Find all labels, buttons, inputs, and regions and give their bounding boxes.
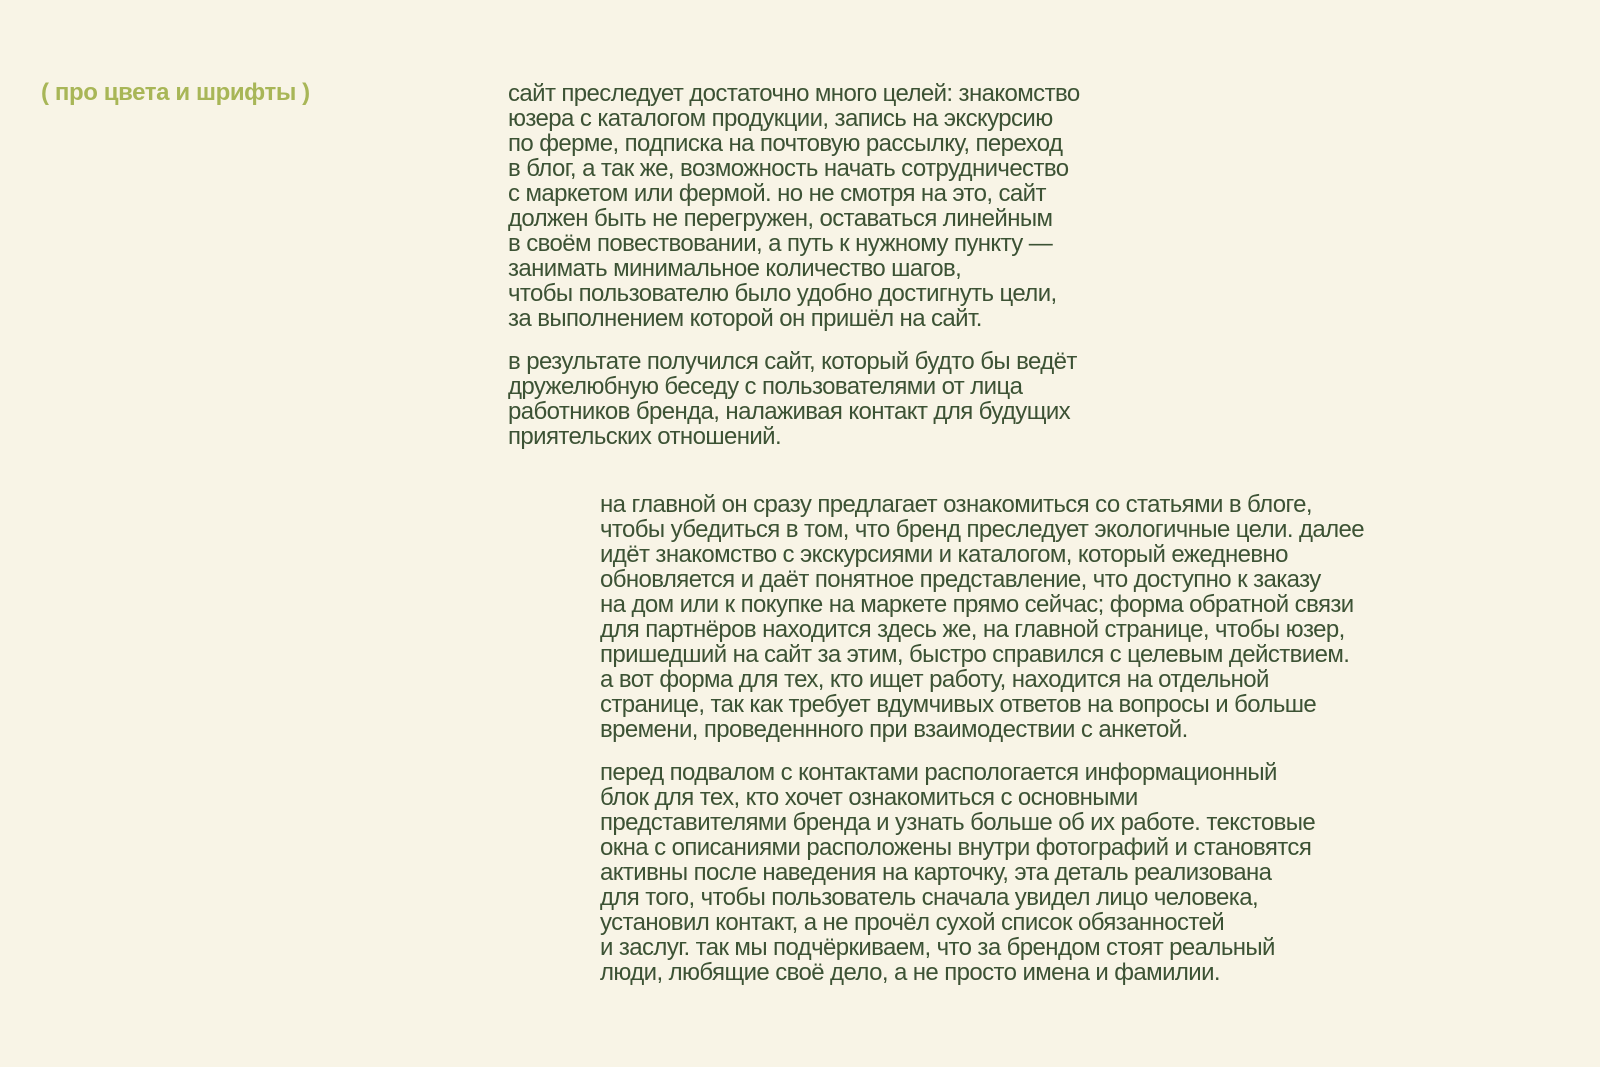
- text-line: в своём повествовании, а путь к нужному пункту —: [508, 230, 1053, 257]
- text-line: и заслуг. так мы подчёркиваем, что за брендом стоят реальный: [600, 934, 1275, 961]
- text-line: перед подвалом с контактами распологается информационный: [600, 759, 1277, 786]
- text-line: сайт преследует достаточно много целей: знакомство: [508, 80, 1080, 107]
- intro-paragraph-result: [508, 349, 1077, 449]
- intro-paragraph-goals: [508, 81, 1080, 331]
- text-line: для того, чтобы пользователь сначала увидел лицо человека,: [600, 884, 1259, 911]
- text-line: времени, проведеннного при взаимодествии с анкетой.: [600, 716, 1188, 743]
- text-line: приятельских отношений.: [508, 423, 782, 450]
- text-line: в блог, а так же, возможность начать сотрудничество: [508, 155, 1069, 182]
- text-line: активны после наведения на карточку, эта деталь реализована: [600, 859, 1272, 886]
- text-line: в результате получился сайт, который будто бы ведёт: [508, 348, 1077, 375]
- text-line: странице, так как требует вдумчивых ответов на вопросы и больше: [600, 691, 1317, 718]
- text-line: чтобы пользователю было удобно достигнуть цели,: [508, 280, 1057, 307]
- text-line: чтобы убедиться в том, что бренд преследует экологичные цели. далее: [600, 516, 1365, 543]
- text-line: работников бренда, налаживая контакт для будущих: [508, 398, 1071, 425]
- text-line: блок для тех, кто хочет ознакомиться с основными: [600, 784, 1138, 811]
- text-line: с маркетом или фермой. но не смотря на это, сайт: [508, 180, 1046, 207]
- text-line: окна с описаниями расположены внутри фотографий и становятся: [600, 834, 1312, 861]
- text-line: установил контакт, а не прочёл сухой список обязанностей: [600, 909, 1225, 936]
- text-line: для партнёров находится здесь же, на главной странице, чтобы юзер,: [600, 616, 1345, 643]
- text-line: занимать минимальное количество шагов,: [508, 255, 962, 282]
- text-line: обновляется и даёт понятное представление, что доступно к заказу: [600, 566, 1321, 593]
- text-line: на главной он сразу предлагает ознакомиться со статьями в блоге,: [600, 491, 1312, 518]
- text-line: по ферме, подписка на почтовую рассылку, переход: [508, 130, 1063, 157]
- detail-paragraph-team-block: [600, 760, 1315, 985]
- text-line: пришедший на сайт за этим, быстро справился с целевым действием.: [600, 641, 1350, 668]
- text-line: представителями бренда и узнать больше об их работе. текстовые: [600, 809, 1316, 836]
- text-line: а вот форма для тех, кто ищет работу, находится на отдельной: [600, 666, 1269, 693]
- text-line: юзера с каталогом продукции, запись на экскурсию: [508, 105, 1053, 132]
- text-line: идёт знакомство с экскурсиями и каталогом, который ежедневно: [600, 541, 1288, 568]
- text-line: дружелюбную беседу с пользователями от лица: [508, 373, 1023, 400]
- text-line: люди, любящие своё дело, а не просто имена и фамилии.: [600, 959, 1220, 986]
- text-line: за выполнением которой он пришёл на сайт.: [508, 305, 982, 332]
- text-line: на дом или к покупке на маркете прямо сейчас; форма обратной связи: [600, 591, 1354, 618]
- detail-paragraph-homepage: [600, 492, 1364, 742]
- text-line: должен быть не перегружен, оставаться линейным: [508, 205, 1053, 232]
- section-label: ( про цвета и шрифты ): [41, 79, 310, 106]
